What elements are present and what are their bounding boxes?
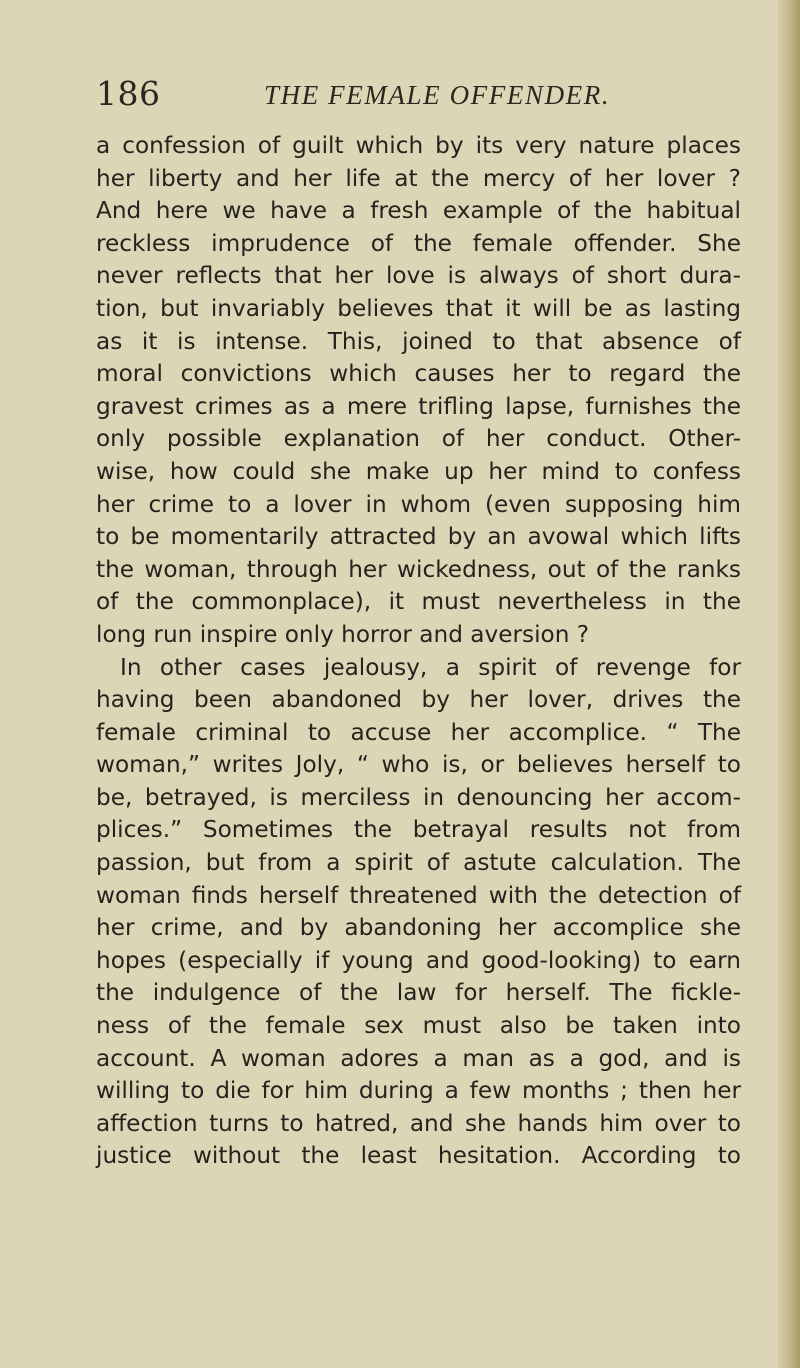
text-line: as it is intense. This, joined to that absence of (96, 327, 741, 355)
text-line: the woman, through her wickedness, out of the ranks (96, 555, 741, 583)
text-line: plices.” Sometimes the betrayal results not from (96, 816, 741, 844)
text-line: wise, how could she make up her mind to confess (96, 457, 741, 485)
text-line: of the commonplace), it must nevertheless in the (96, 588, 741, 616)
text-line: account. A woman adores a man as a god, and is (96, 1044, 741, 1072)
text-line: her crime to a lover in whom (even supposing him (96, 490, 741, 518)
text-line: passion, but from a spirit of astute calculation. The (96, 849, 741, 877)
text-line: female criminal to accuse her accomplice. “ The (96, 718, 741, 746)
text-line: moral convictions which causes her to regard the (96, 360, 741, 388)
running-title: THE FEMALE OFFENDER. (264, 80, 611, 110)
text-line: ness of the female sex must also be taken into (96, 1012, 741, 1040)
text-line: to be momentarily attracted by an avowal which lifts (96, 523, 741, 551)
page-edge-shadow (778, 0, 800, 1368)
text-line: her liberty and her life at the mercy of her lover ? (96, 164, 741, 192)
text-line: her crime, and by abandoning her accomplice she (96, 914, 741, 942)
text-line: justice without the least hesitation. According to (96, 1142, 741, 1170)
text-line: willing to die for him during a few months ; then her (96, 1077, 741, 1105)
text-line: only possible explanation of her conduct. Other- (96, 425, 741, 453)
page-number: 186 (96, 74, 161, 113)
text-line: gravest crimes as a mere trifling lapse, furnishes the (96, 392, 741, 420)
text-line: hopes (especially if young and good-looking) to earn (96, 946, 741, 974)
text-line: And here we have a fresh example of the habitual (96, 197, 741, 225)
text-line: In other cases jealousy, a spirit of revenge for (120, 653, 741, 681)
text-line: tion, but invariably believes that it will be as lasting (96, 294, 741, 322)
text-line: having been abandoned by her lover, drives the (96, 686, 741, 714)
text-line: reckless imprudence of the female offender. She (96, 229, 741, 257)
running-head (96, 72, 716, 120)
text-line: a confession of guilt which by its very nature places (96, 132, 741, 159)
text-line: woman,” writes Joly, “ who is, or believes herself to (96, 751, 741, 779)
body-text (96, 130, 741, 1173)
text-line: affection turns to hatred, and she hands him over to (96, 1109, 741, 1137)
text-line: be, betrayed, is merciless in denouncing her accom- (96, 783, 741, 811)
text-line: the indulgence of the law for herself. The fickle- (96, 979, 741, 1007)
text-line: woman finds herself threatened with the detection of (96, 881, 741, 909)
text-line: never reflects that her love is always of short dura- (96, 262, 741, 290)
text-line: long run inspire only horror and aversion ? (96, 620, 590, 648)
